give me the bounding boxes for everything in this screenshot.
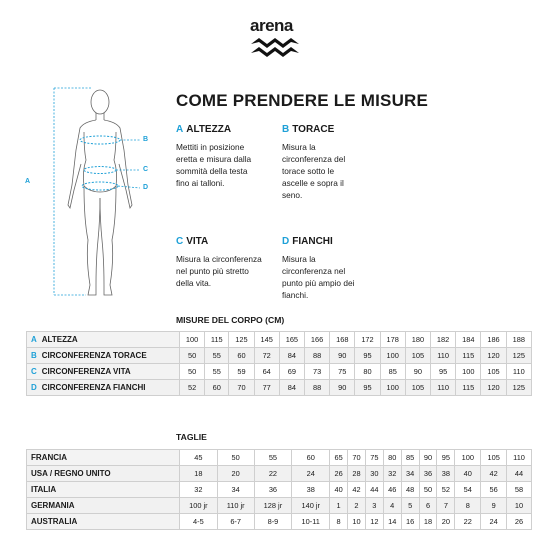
table-cell: 145: [254, 332, 279, 348]
table-cell: 50: [419, 482, 437, 498]
table-cell: 75: [365, 450, 383, 466]
table-cell: 32: [383, 466, 401, 482]
table-cell: 56: [481, 482, 507, 498]
table-cell: 26: [507, 514, 532, 530]
description-line: seno.: [282, 190, 303, 200]
row-label: [27, 332, 180, 348]
table-cell: 70: [229, 380, 254, 396]
table-row: [27, 380, 532, 396]
section-fianchi: [282, 236, 382, 301]
table-cell: 115: [456, 348, 481, 364]
section-torace: [282, 124, 382, 201]
row-letter: C: [31, 367, 37, 376]
section-heading: [176, 236, 276, 247]
table-cell: 52: [180, 380, 205, 396]
section-vita: [176, 236, 276, 289]
row-label: [27, 466, 180, 482]
table-cell: 24: [481, 514, 507, 530]
table-cell: 42: [348, 482, 366, 498]
description-line: Misura la circonferenza: [176, 254, 262, 264]
table-cell: 50: [180, 364, 205, 380]
table-cell: 20: [437, 514, 455, 530]
table-cell: 100: [380, 380, 405, 396]
section-description: [282, 141, 382, 201]
section-letter: D: [282, 236, 290, 247]
table-cell: 36: [419, 466, 437, 482]
row-label-text: CIRCONFERENZA FIANCHI: [41, 383, 146, 392]
table-cell: 100 jr: [180, 498, 218, 514]
table-cell: 36: [254, 482, 292, 498]
row-label: [27, 514, 180, 530]
table-cell: 40: [455, 466, 481, 482]
row-label-text: CIRCONFERENZA TORACE: [41, 351, 147, 360]
table-cell: 18: [419, 514, 437, 530]
description-line: punto più ampio dei: [282, 278, 355, 288]
table-cell: 95: [355, 380, 380, 396]
table-cell: 165: [279, 332, 304, 348]
description-line: torace sotto le: [282, 166, 335, 176]
row-label-text: GERMANIA: [31, 501, 75, 510]
description-line: eretta e misura dalla: [176, 154, 252, 164]
section-heading: [282, 124, 382, 135]
table-cell: 100: [456, 364, 481, 380]
page-title: COME PRENDERE LE MISURE: [176, 91, 429, 110]
section-description: [282, 253, 382, 301]
row-label: [27, 482, 180, 498]
row-letter: B: [31, 351, 37, 360]
table-cell: 80: [383, 450, 401, 466]
section-description: [176, 141, 276, 189]
table-cell: 100: [180, 332, 205, 348]
table-cell: 38: [292, 482, 330, 498]
table-cell: 120: [481, 380, 506, 396]
table-cell: 28: [348, 466, 366, 482]
table-cell: 10: [507, 498, 532, 514]
table-cell: 73: [304, 364, 329, 380]
section-altezza: [176, 124, 276, 189]
table-cell: 65: [330, 450, 348, 466]
section-letter: A: [176, 124, 184, 135]
table-cell: 120: [481, 348, 506, 364]
table-cell: 110: [431, 380, 456, 396]
table-cell: 30: [365, 466, 383, 482]
table-cell: 52: [437, 482, 455, 498]
table-cell: 5: [401, 498, 419, 514]
table-cell: 9: [481, 498, 507, 514]
table-cell: 180: [405, 332, 430, 348]
row-label: [27, 348, 180, 364]
description-line: Misura la: [282, 142, 316, 152]
table-cell: 8: [455, 498, 481, 514]
table-cell: 85: [401, 450, 419, 466]
table-cell: 22: [254, 466, 292, 482]
table-cell: 140 jr: [292, 498, 330, 514]
row-label: [27, 364, 180, 380]
table-cell: 8-9: [254, 514, 292, 530]
table-cell: 4-5: [180, 514, 218, 530]
row-label-text: ALTEZZA: [41, 335, 78, 344]
table-cell: 70: [348, 450, 366, 466]
table-row: [27, 348, 532, 364]
table-row: [27, 332, 532, 348]
table-cell: 48: [401, 482, 419, 498]
section-description: [176, 253, 276, 289]
table-cell: 8: [330, 514, 348, 530]
row-label-text: FRANCIA: [31, 453, 67, 462]
description-line: circonferenza nel: [282, 266, 346, 276]
table-cell: 105: [481, 364, 506, 380]
table-cell: 60: [229, 348, 254, 364]
body-table-title: MISURE DEL CORPO (CM): [176, 315, 285, 325]
table-cell: 90: [405, 364, 430, 380]
table-cell: 18: [180, 466, 218, 482]
table-cell: 100: [380, 348, 405, 364]
figure-label-c: C: [143, 166, 149, 173]
table-cell: 26: [330, 466, 348, 482]
brand-wordmark: arena: [250, 16, 293, 35]
table-cell: 69: [279, 364, 304, 380]
table-cell: 105: [405, 380, 430, 396]
description-line: fino ai talloni.: [176, 178, 225, 188]
table-row: [27, 482, 532, 498]
row-label-text: USA / REGNO UNITO: [31, 469, 111, 478]
table-cell: 115: [205, 332, 229, 348]
description-line: della vita.: [176, 278, 212, 288]
row-letter: D: [31, 383, 37, 392]
table-cell: 40: [330, 482, 348, 498]
description-line: circonferenza del: [282, 154, 346, 164]
table-cell: 10-11: [292, 514, 330, 530]
table-cell: 50: [180, 348, 205, 364]
table-cell: 45: [180, 450, 218, 466]
table-cell: 168: [330, 332, 355, 348]
table-cell: 55: [254, 450, 292, 466]
table-cell: 60: [292, 450, 330, 466]
section-letter: C: [176, 236, 184, 247]
table-row: [27, 364, 532, 380]
section-heading-text: ALTEZZA: [186, 124, 232, 135]
table-cell: 105: [481, 450, 507, 466]
table-cell: 115: [456, 380, 481, 396]
row-label-text: CIRCONFERENZA VITA: [41, 367, 131, 376]
table-cell: 12: [365, 514, 383, 530]
table-cell: 44: [507, 466, 532, 482]
table-cell: 125: [506, 380, 531, 396]
table-cell: 88: [304, 348, 329, 364]
section-letter: B: [282, 124, 290, 135]
table-cell: 60: [205, 380, 229, 396]
description-line: ascelle e sopra il: [282, 178, 344, 188]
table-cell: 90: [330, 348, 355, 364]
table-cell: 166: [304, 332, 329, 348]
table-cell: 80: [355, 364, 380, 380]
table-cell: 128 jr: [254, 498, 292, 514]
table-cell: 188: [506, 332, 531, 348]
table-cell: 110 jr: [217, 498, 254, 514]
table-cell: 6-7: [217, 514, 254, 530]
table-cell: 32: [180, 482, 218, 498]
table-cell: 24: [292, 466, 330, 482]
table-cell: 186: [481, 332, 506, 348]
table-cell: 59: [229, 364, 254, 380]
table-cell: 2: [348, 498, 366, 514]
table-cell: 50: [217, 450, 254, 466]
table-cell: 172: [355, 332, 380, 348]
table-cell: 1: [330, 498, 348, 514]
table-row: [27, 498, 532, 514]
table-cell: 42: [481, 466, 507, 482]
table-cell: 77: [254, 380, 279, 396]
table-cell: 95: [431, 364, 456, 380]
table-cell: 110: [431, 348, 456, 364]
table-cell: 85: [380, 364, 405, 380]
row-label: [27, 450, 180, 466]
table-cell: 55: [205, 364, 229, 380]
table-cell: 90: [419, 450, 437, 466]
size-conversion-table: [26, 449, 532, 530]
table-cell: 6: [419, 498, 437, 514]
description-line: nel punto più stretto: [176, 266, 249, 276]
table-cell: 110: [507, 450, 532, 466]
table-cell: 105: [405, 348, 430, 364]
figure-label-d: D: [143, 184, 149, 191]
table-cell: 84: [279, 380, 304, 396]
figure-label-b: B: [143, 136, 149, 143]
table-cell: 125: [506, 348, 531, 364]
table-cell: 55: [205, 348, 229, 364]
table-cell: 44: [365, 482, 383, 498]
section-heading-text: FIANCHI: [292, 236, 333, 247]
table-cell: 64: [254, 364, 279, 380]
table-cell: 10: [348, 514, 366, 530]
section-heading: [176, 124, 276, 135]
row-label-text: ITALIA: [31, 485, 57, 494]
table-cell: 34: [401, 466, 419, 482]
table-cell: 46: [383, 482, 401, 498]
table-cell: 54: [455, 482, 481, 498]
table-cell: 7: [437, 498, 455, 514]
description-line: sommità della testa: [176, 166, 248, 176]
table-cell: 4: [383, 498, 401, 514]
description-line: Mettiti in posizione: [176, 142, 245, 152]
table-row: [27, 450, 532, 466]
table-cell: 178: [380, 332, 405, 348]
body-measurement-figure: [22, 80, 162, 305]
table-cell: 88: [304, 380, 329, 396]
description-line: fianchi.: [282, 290, 309, 300]
table-cell: 84: [279, 348, 304, 364]
table-cell: 75: [330, 364, 355, 380]
table-cell: 22: [455, 514, 481, 530]
table-cell: 184: [456, 332, 481, 348]
section-heading: [282, 236, 382, 247]
row-label: [27, 380, 180, 396]
section-heading-text: TORACE: [292, 124, 335, 135]
table-cell: 58: [507, 482, 532, 498]
row-label: [27, 498, 180, 514]
table-cell: 182: [431, 332, 456, 348]
row-letter: A: [31, 335, 37, 344]
table-cell: 34: [217, 482, 254, 498]
table-cell: 20: [217, 466, 254, 482]
table-cell: 100: [455, 450, 481, 466]
figure-label-a: A: [25, 178, 31, 185]
table-cell: 125: [229, 332, 254, 348]
table-cell: 14: [383, 514, 401, 530]
arena-logo-icon: [249, 36, 301, 58]
table-cell: 16: [401, 514, 419, 530]
table-row: [27, 466, 532, 482]
description-line: Misura la: [282, 254, 316, 264]
table-cell: 95: [355, 348, 380, 364]
table-cell: 38: [437, 466, 455, 482]
table-cell: 72: [254, 348, 279, 364]
body-measurements-table: [26, 331, 532, 396]
table-cell: 95: [437, 450, 455, 466]
table-row: [27, 514, 532, 530]
table-cell: 3: [365, 498, 383, 514]
table-cell: 90: [330, 380, 355, 396]
size-table-title: TAGLIE: [176, 432, 207, 442]
section-heading-text: VITA: [186, 236, 209, 247]
row-label-text: AUSTRALIA: [31, 517, 78, 526]
table-cell: 110: [506, 364, 531, 380]
